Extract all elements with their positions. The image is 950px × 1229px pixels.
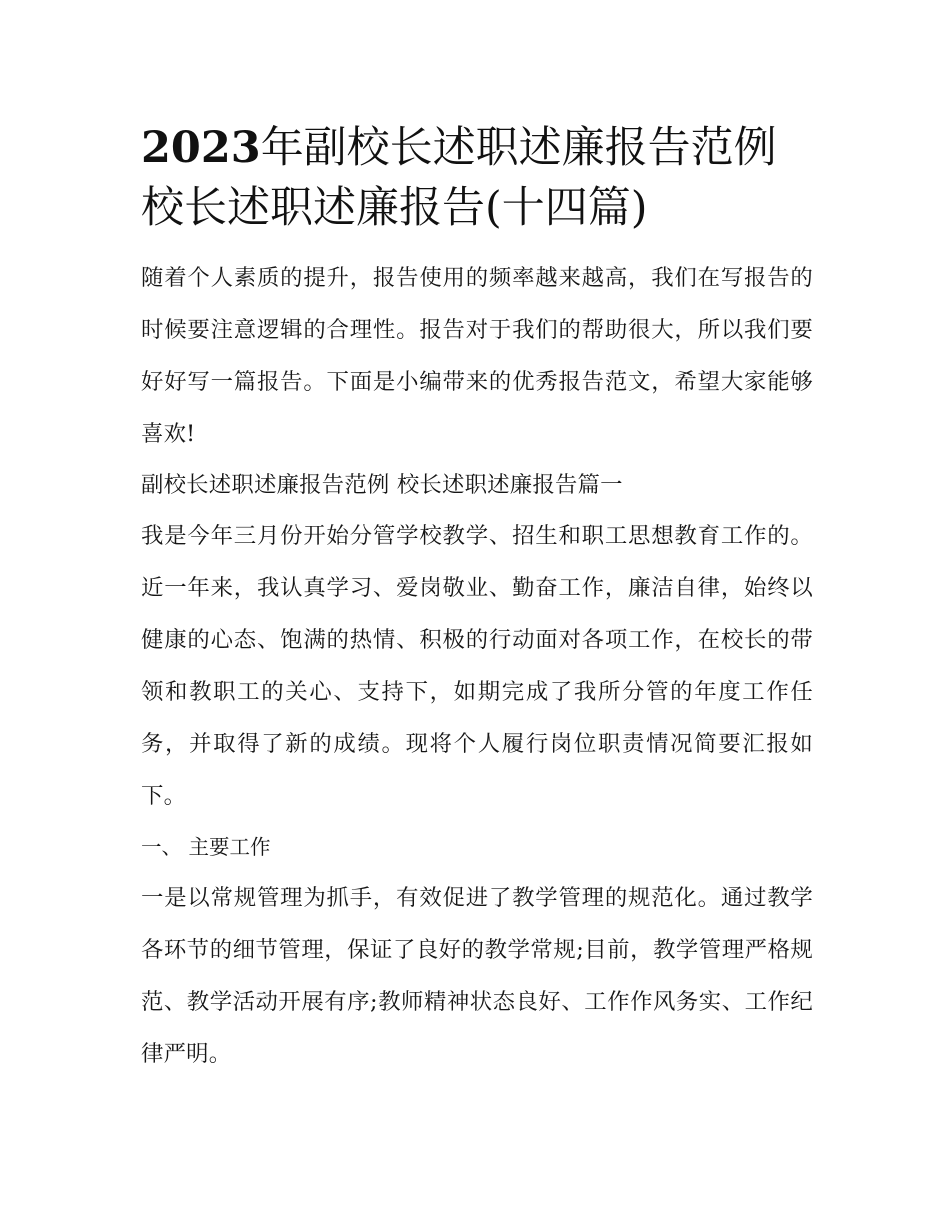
document-content — [141, 118, 813, 1080]
document-title — [141, 118, 813, 238]
intro-paragraph: 随着个人素质的提升，报告使用的频率越来越高，我们在写报告的时候要注意逻辑的合理性。报告对于我们的帮助很大，所以我们要好好写一篇报告。下面是小编带来的优秀报告范文，希望大家能够喜欢! — [141, 265, 813, 447]
section-heading-main-work: 一、 主要工作 — [141, 835, 271, 859]
title-year: 2023 — [141, 123, 261, 173]
section-title: 副校长述职述廉报告范例 校长述职述廉报告篇一 — [141, 472, 623, 498]
body-paragraph-1: 我是今年三月份开始分管学校教学、招生和职工思想教育工作的。近一年来，我认真学习、爱岗敬业、勤奋工作，廉洁自律，始终以健康的心态、饱满的热情、积极的行动面对各项工作，在校长的带领和教职工的关心、支持下，如期完成了我所分管的年度工作任务，并取得了新的成绩。现将个人履行岗位职责情况简要汇报如下。 — [141, 523, 813, 809]
body-paragraph-2: 一是以常规管理为抓手，有效促进了教学管理的规范化。通过教学各环节的细节管理，保证了良好的教学常规;目前，教学管理严格规范、教学活动开展有序;教师精神状态良好、工作作风务实、工作纪律严明。 — [141, 885, 813, 1067]
title-text: 年副校长述职述廉报告范例 校长述职述廉报告(十四篇) — [141, 123, 777, 233]
